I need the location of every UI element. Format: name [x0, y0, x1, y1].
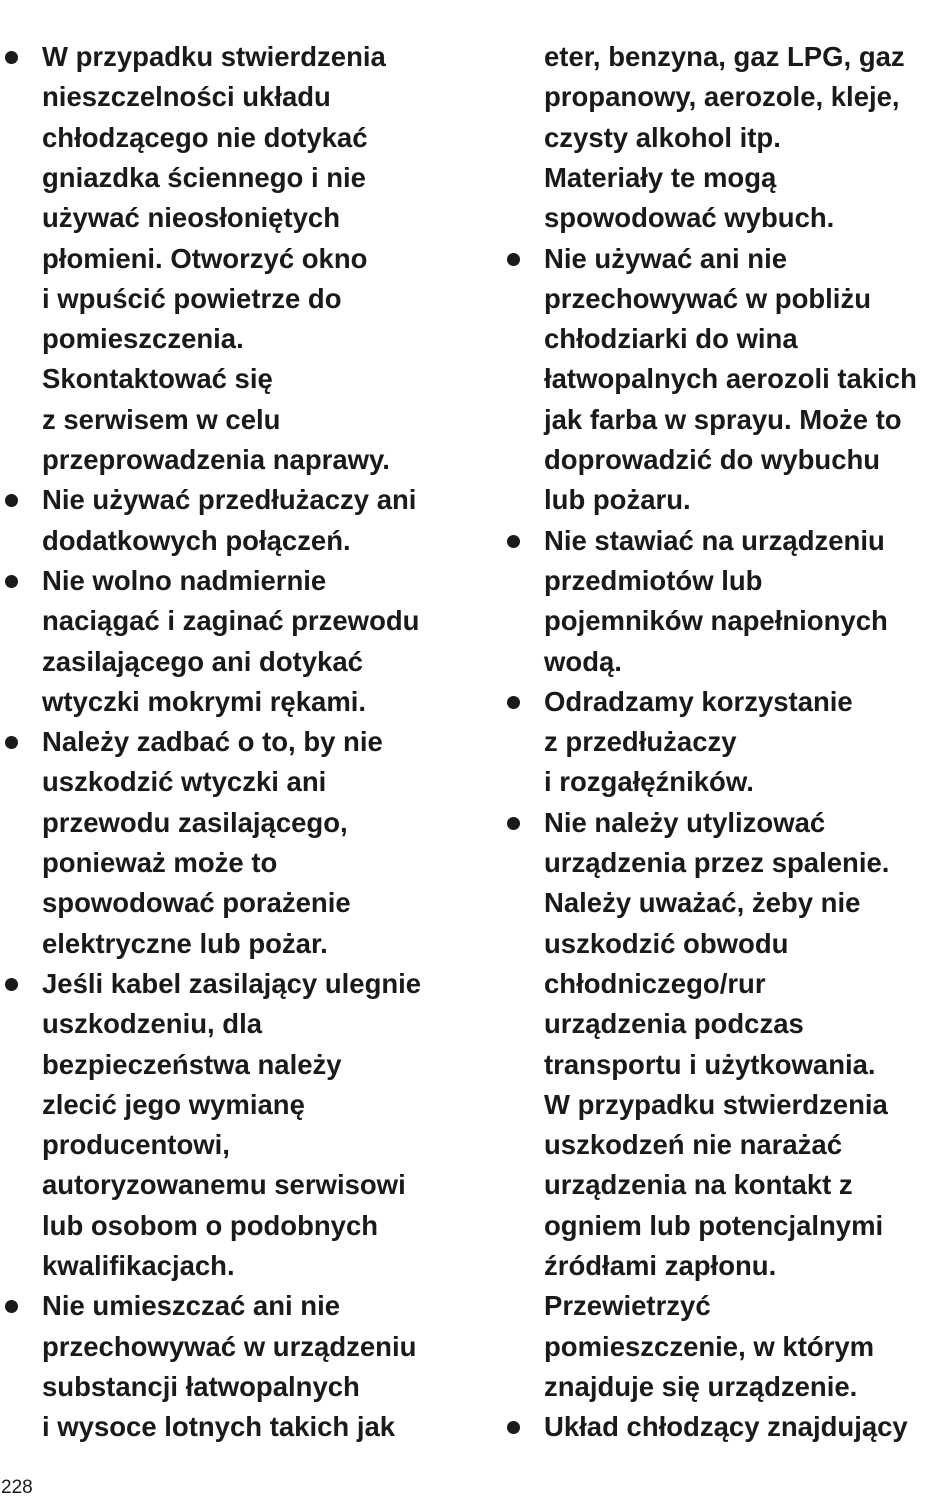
text-line: Nie należy utylizować [544, 806, 826, 838]
text-line: urządzenia przez spalenie. [544, 847, 890, 878]
text-line: źródłami zapłonu. [544, 1250, 777, 1281]
bullet-icon [5, 736, 18, 749]
text-line: Nie wolno nadmiernie [42, 564, 327, 596]
bullet-icon [5, 978, 18, 991]
text-line: i wpuścić powietrze do [42, 282, 342, 314]
text-line: uszkodzeń nie narażać [544, 1129, 843, 1161]
text-line: autoryzowanemu serwisowi [42, 1169, 406, 1201]
text-line: zasilającego ani dotykać [42, 645, 363, 677]
bullet-icon [507, 535, 520, 548]
text-line: pojemników napełnionych [544, 605, 888, 637]
text-line: Przewietrzyć [544, 1290, 711, 1322]
text-line: pomieszczenie, w którym [544, 1330, 875, 1362]
text-line: lub osobom o podobnych [42, 1209, 379, 1241]
text-line: z serwisem w celu [42, 403, 281, 435]
bullet-icon [507, 1421, 520, 1434]
text-line: lub pożaru. [544, 484, 691, 516]
text-line: Materiały te mogą [544, 161, 777, 193]
text-line: przechowywać w pobliżu [544, 282, 871, 314]
text-line: Nie stawiać na urządzeniu [544, 524, 885, 556]
text-line: Nie używać ani nie [544, 242, 788, 274]
text-line: W przypadku stwierdzenia [42, 41, 386, 72]
text-line: wodą. [544, 645, 622, 677]
text-line: przechowywać w urządzeniu [42, 1330, 417, 1362]
text-line: urządzenia podczas [544, 1008, 804, 1040]
text-line: czysty alkohol itp. [544, 121, 781, 153]
text-line: spowodować porażenie [42, 887, 351, 919]
text-line: Nie umieszczać ani nie [42, 1290, 341, 1322]
text-line: spowodować wybuch. [544, 202, 835, 234]
text-line: W przypadku stwierdzenia [544, 1088, 888, 1120]
text-line: przewodu zasilającego, [42, 806, 348, 838]
bullet-icon [5, 575, 18, 588]
text-line: ogniem lub potencjalnymi [544, 1209, 884, 1241]
page-number: 228 [1, 1477, 33, 1498]
text-line: Należy uważać, żeby nie [544, 887, 861, 919]
text-line: i wysoce lotnych takich jak [42, 1411, 396, 1443]
bullet-icon [507, 696, 520, 709]
text-line: transportu i użytkowania. [544, 1048, 876, 1080]
text-line: przedmiotów lub [544, 564, 763, 596]
text-line: Należy zadbać o to, by nie [42, 726, 383, 758]
bullet-icon [5, 1300, 18, 1313]
text-line: elektryczne lub pożar. [42, 927, 328, 959]
text-line: łatwopalnych aerozoli takich [544, 363, 917, 395]
text-line: dodatkowych połączeń. [42, 524, 351, 556]
text-line: propanowy, aerozole, kleje, [544, 81, 900, 113]
bullet-icon [5, 51, 18, 64]
text-line: naciągać i zaginać przewodu [42, 605, 420, 637]
text-line: gniazdka ściennego i nie [42, 161, 366, 193]
text-line: chłodniczego/rur [544, 967, 766, 999]
text-line: zlecić jego wymianę [42, 1088, 305, 1120]
text-line: jak farba w sprayu. Może to [544, 403, 902, 435]
text-line: doprowadzić do wybuchu [544, 444, 881, 475]
text-line: uszkodzić wtyczki ani [42, 766, 327, 798]
text-line: chłodzącego nie dotykać [42, 121, 368, 153]
text-line: wtyczki mokrymi rękami. [42, 685, 367, 717]
text-line: pomieszczenia. [42, 323, 244, 355]
text-line: Skontaktować się [42, 363, 273, 395]
text-line: z przedłużaczy [544, 726, 737, 758]
bullet-icon [507, 253, 520, 266]
text-line: Jeśli kabel zasilający ulegnie [42, 967, 422, 999]
text-line: urządzenia na kontakt z [544, 1169, 853, 1201]
text-line: substancji łatwopalnych [42, 1370, 360, 1402]
text-line: przeprowadzenia naprawy. [42, 444, 390, 475]
text-line: eter, benzyna, gaz LPG, gaz [544, 41, 905, 72]
bullet-icon [5, 494, 18, 507]
text-line: uszkodzić obwodu [544, 927, 789, 959]
text-line: znajduje się urządzenie. [544, 1370, 858, 1402]
text-line: uszkodzeniu, dla [42, 1008, 263, 1040]
text-line: i rozgałęźników. [544, 766, 754, 798]
text-line: bezpieczeństwa należy [42, 1048, 342, 1080]
text-line: nieszczelności układu [42, 81, 331, 113]
text-line: Nie używać przedłużaczy ani [42, 484, 417, 516]
text-line: ponieważ może to [42, 847, 278, 878]
text-line: Układ chłodzący znajdujący [544, 1411, 908, 1443]
text-line: płomieni. Otworzyć okno [42, 242, 368, 274]
text-line: chłodziarki do wina [544, 323, 798, 355]
text-line: kwalifikacjach. [42, 1250, 235, 1281]
text-line: używać nieosłoniętych [42, 202, 341, 234]
text-line: producentowi, [42, 1129, 230, 1161]
text-line: Odradzamy korzystanie [544, 685, 853, 717]
bullet-icon [507, 817, 520, 830]
